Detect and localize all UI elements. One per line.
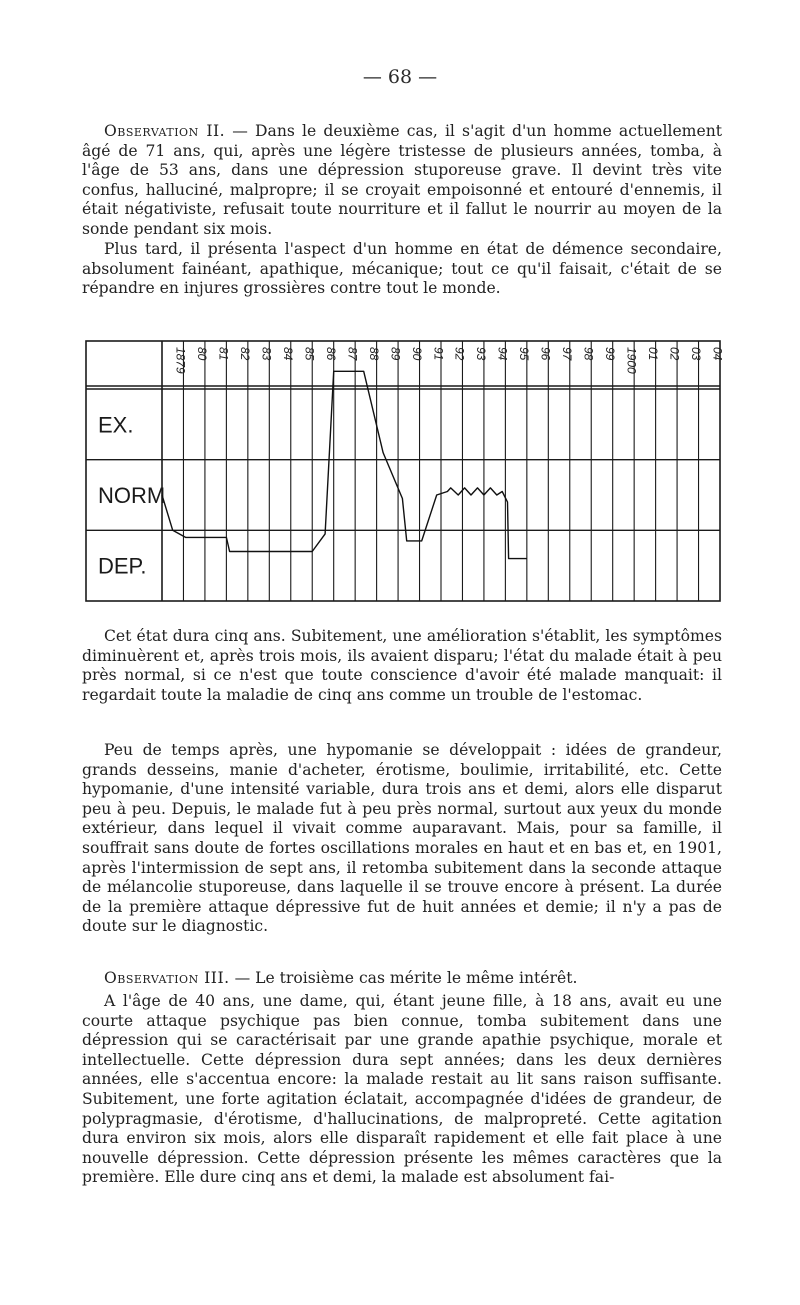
chart-frame <box>86 341 720 601</box>
observation-3-heading: Observation III. <box>104 969 230 987</box>
year-tick-label: 96 <box>538 347 553 361</box>
year-tick-label: 89 <box>388 347 403 361</box>
year-tick-label: 1900 <box>624 347 639 374</box>
year-tick-label: 1879 <box>173 347 188 374</box>
year-tick-label: 83 <box>259 347 274 361</box>
year-tick-label: 03 <box>688 347 703 361</box>
year-tick-label: 99 <box>602 347 617 361</box>
observation-2-paragraph-1 <box>82 122 722 240</box>
chart-border <box>86 341 720 601</box>
year-tick-label: 92 <box>452 347 467 361</box>
year-tick-label: 85 <box>302 347 317 361</box>
row-label: NORM <box>98 483 166 508</box>
year-tick-label: 81 <box>216 347 231 361</box>
observation-2-text-1: — Dans le deuxième cas, il s'agit d'un homme actuellement âgé de 71 ans, qui, après une légère tristesse de plusieurs années, tomba, à l'âge de 53 ans, dans une dépression stuporeuse grave. Il devint très vite confus, halluciné, malpropre; il se croyait empoisonné et entouré d'ennemis, il était négativiste, refusait toute nourriture et il fallut le nourrir au moyen de la sonde pendant six mois. <box>82 122 723 238</box>
year-tick-label: 86 <box>323 347 338 361</box>
year-tick-label: 02 <box>667 347 682 361</box>
year-tick-label: 87 <box>345 347 360 361</box>
year-tick-label: 98 <box>581 347 596 361</box>
observation-2-paragraph-2: Plus tard, il présenta l'aspect d'un homme en état de démence secondaire, absolument fainéant, apathique, mécanique; tout ce qu'il faisait, c'était de se répandre en injures grossières contre tout le monde. <box>82 240 722 298</box>
year-tick-label: 97 <box>560 347 575 361</box>
observation-3-paragraph-2: A l'âge de 40 ans, une dame, qui, étant jeune fille, à 18 ans, avait eu une courte attaque psychique pas bien connue, tomba subitement dans une dépression qui se caractérisait par une grande apathie psychique, morale et intellectuelle. Cette dépression dura sept années; dans les deux dernières années, elle s'accentua encore: la malade restait au lit sans raison suffisante. Subitement, une forte agitation éclatait, accompagnée d'idées de grandeur, de polypragmasie, d'érotisme, d'hallucinations, de malpropreté. Cette agitation dura environ six mois, alors elle disparaît rapidement et elle fait place à une nouvelle dépression. Cette dépression présente les mêmes caractères que la première. Elle dure cinq ans et demi, la malade est absolument fai- <box>82 992 722 1187</box>
year-tick-label: 93 <box>474 347 489 361</box>
year-tick-label: 80 <box>195 347 210 361</box>
year-tick-label: 84 <box>281 347 296 361</box>
observation-3-paragraph-1 <box>82 969 722 989</box>
year-tick-label: 91 <box>431 347 446 361</box>
year-tick-label: 88 <box>366 347 381 361</box>
year-tick-label: 95 <box>517 347 532 361</box>
chart-labels <box>98 347 724 579</box>
year-tick-label: 94 <box>495 347 510 361</box>
row-label: DEP. <box>98 553 147 579</box>
course-chart <box>84 339 724 605</box>
year-tick-label: 04 <box>710 347 724 361</box>
observation-2-heading: Observation II. <box>104 122 226 140</box>
observation-3-text-1: — Le troisième cas mérite le même intérêt. <box>234 969 578 987</box>
row-label: EX. <box>98 412 134 438</box>
year-tick-label: 90 <box>409 347 424 361</box>
observation-2-paragraph-3: Cet état dura cinq ans. Subitement, une amélioration s'établit, les symptômes diminuèrent et, après trois mois, ils avaient disparu; l'état du malade était à peu près normal, si ce n'est que toute conscience d'avoir été malade manquait: il regardait toute la maladie de cinq ans comme un trouble de l'estomac. <box>82 627 722 704</box>
year-tick-label: 82 <box>238 347 253 361</box>
observation-2-paragraph-4: Peu de temps après, une hypomanie se développait : idées de grandeur, grands desseins, manie d'acheter, érotisme, boulimie, irritabilité, etc. Cette hypomanie, d'une intensité variable, dura trois ans et demi, alors elle disparut peu à peu. Depuis, le malade fut à peu près normal, surtout aux yeux du monde extérieur, dans lequel il vivait comme auparavant. Mais, pour sa famille, il souffrait sans doute de fortes oscillations morales en haut et en bas et, en 1901, après l'intermission de sept ans, il retomba subitement dans la seconde attaque de mélancolie stuporeuse, dans laquelle il se trouve encore à présent. La durée de la première attaque dépressive fut de huit années et demie; il n'y a pas de doute sur le diagnostic. <box>82 741 722 936</box>
year-tick-label: 01 <box>645 347 660 361</box>
page-number: — 68 — <box>362 66 438 88</box>
